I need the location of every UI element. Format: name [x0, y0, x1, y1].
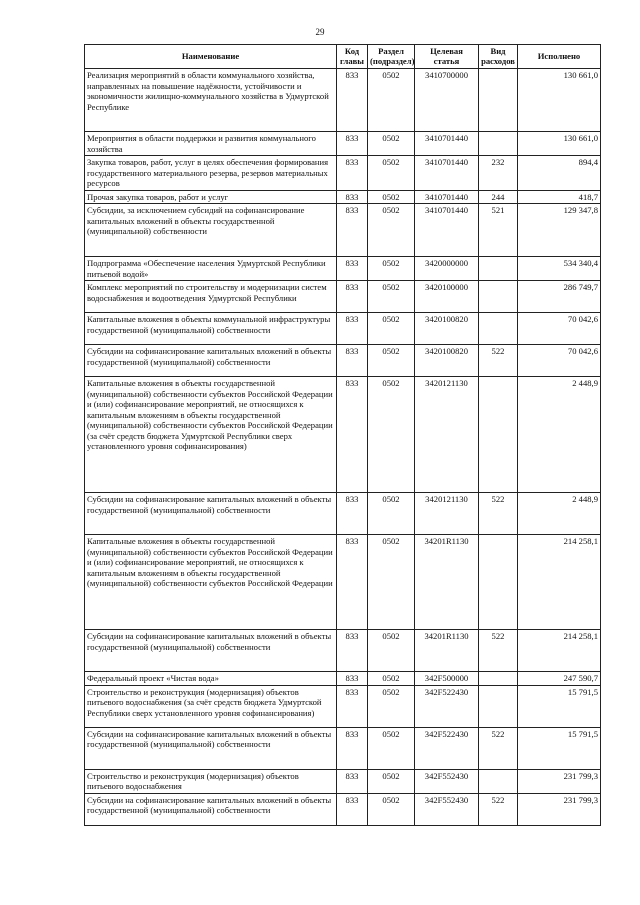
cell-executed: 130 661,0	[518, 69, 601, 132]
cell-target: 34201R1130	[415, 535, 479, 630]
budget-execution-table	[84, 44, 601, 826]
cell-kind	[479, 672, 518, 686]
table-row	[85, 190, 601, 204]
cell-name: Строительство и реконструкция (модернизация) объектов питьевого водоснабжения (за счёт средств бюджета Удмуртской Республики сверх установленного уровня софинансирования)	[85, 685, 337, 727]
cell-section: 0502	[368, 190, 415, 204]
cell-code: 833	[337, 769, 368, 793]
header-code: Код главы	[337, 45, 368, 69]
table-row	[85, 493, 601, 535]
cell-target: 3410701440	[415, 190, 479, 204]
cell-code: 833	[337, 630, 368, 672]
cell-code: 833	[337, 313, 368, 345]
cell-kind	[479, 281, 518, 313]
cell-name: Капитальные вложения в объекты государственной (муниципальной) собственности субъектов Российской Федерации и (или) софинансирование мероприятий, не относящихся к капитальным вложениям в объекты государственной (муниципальной) собственности субъектов Российской Федерации (за счёт средств бюджета Удмуртской Республики сверх установленного уровня софинансирования)	[85, 377, 337, 493]
cell-target: 3410701440	[415, 132, 479, 156]
cell-code: 833	[337, 204, 368, 257]
cell-name: Реализация мероприятий в области коммунального хозяйства, направленных на повышение надёжности, устойчивости и экономичности жилищно-коммунального хозяйства в Удмуртской Республике	[85, 69, 337, 132]
cell-executed: 70 042,6	[518, 345, 601, 377]
cell-section: 0502	[368, 630, 415, 672]
cell-target: 3410700000	[415, 69, 479, 132]
table-row	[85, 281, 601, 313]
cell-section: 0502	[368, 493, 415, 535]
header-target: Целевая статья	[415, 45, 479, 69]
table-row	[85, 204, 601, 257]
cell-name: Капитальные вложения в объекты государственной (муниципальной) собственности субъектов Российской Федерации и (или) софинансирование мероприятий, не относящихся к капитальным вложениям в объекты государственной (муниципальной) собственности субъектов Российской Федерации	[85, 535, 337, 630]
cell-name: Закупка товаров, работ, услуг в целях обеспечения формирования государственного материального резерва, резервов материальных ресурсов	[85, 156, 337, 191]
header-kind: Вид расходов	[479, 45, 518, 69]
cell-kind	[479, 377, 518, 493]
cell-section: 0502	[368, 685, 415, 727]
cell-target: 342F552430	[415, 793, 479, 825]
cell-section: 0502	[368, 769, 415, 793]
table-row	[85, 630, 601, 672]
cell-section: 0502	[368, 727, 415, 769]
cell-section: 0502	[368, 377, 415, 493]
cell-name: Строительство и реконструкция (модернизация) объектов питьевого водоснабжения	[85, 769, 337, 793]
cell-kind: 521	[479, 204, 518, 257]
cell-target: 3410701440	[415, 156, 479, 191]
table-row	[85, 69, 601, 132]
cell-section: 0502	[368, 313, 415, 345]
cell-target: 34201R1130	[415, 630, 479, 672]
cell-name: Прочая закупка товаров, работ и услуг	[85, 190, 337, 204]
cell-executed: 214 258,1	[518, 630, 601, 672]
cell-name: Федеральный проект «Чистая вода»	[85, 672, 337, 686]
cell-code: 833	[337, 793, 368, 825]
table-body	[85, 69, 601, 826]
cell-executed: 286 749,7	[518, 281, 601, 313]
cell-kind: 522	[479, 793, 518, 825]
table-row	[85, 672, 601, 686]
cell-kind	[479, 257, 518, 281]
cell-code: 833	[337, 156, 368, 191]
cell-section: 0502	[368, 156, 415, 191]
table-row	[85, 769, 601, 793]
cell-target: 342F522430	[415, 727, 479, 769]
table-row	[85, 313, 601, 345]
cell-code: 833	[337, 69, 368, 132]
cell-executed: 894,4	[518, 156, 601, 191]
cell-section: 0502	[368, 69, 415, 132]
table-row	[85, 132, 601, 156]
cell-code: 833	[337, 132, 368, 156]
page-number: 29	[315, 27, 325, 37]
table-row	[85, 156, 601, 191]
table-row	[85, 685, 601, 727]
cell-name: Подпрограмма «Обеспечение населения Удмуртской Республики питьевой водой»	[85, 257, 337, 281]
cell-target: 3420100820	[415, 345, 479, 377]
cell-code: 833	[337, 345, 368, 377]
cell-executed: 418,7	[518, 190, 601, 204]
table-header	[85, 45, 601, 69]
cell-section: 0502	[368, 672, 415, 686]
cell-target: 3420000000	[415, 257, 479, 281]
cell-target: 3420100820	[415, 313, 479, 345]
cell-code: 833	[337, 257, 368, 281]
cell-code: 833	[337, 377, 368, 493]
cell-executed: 214 258,1	[518, 535, 601, 630]
cell-executed: 231 799,3	[518, 793, 601, 825]
cell-name: Субсидии на софинансирование капитальных вложений в объекты государственной (муниципальной) собственности	[85, 493, 337, 535]
cell-name: Капитальные вложения в объекты коммунальной инфраструктуры государственной (муниципальной) собственности	[85, 313, 337, 345]
cell-name: Мероприятия в области поддержки и развития коммунального хозяйства	[85, 132, 337, 156]
cell-executed: 534 340,4	[518, 257, 601, 281]
table-row	[85, 345, 601, 377]
cell-code: 833	[337, 672, 368, 686]
cell-executed: 231 799,3	[518, 769, 601, 793]
header-section: Раздел (подраздел)	[368, 45, 415, 69]
cell-code: 833	[337, 727, 368, 769]
cell-kind: 522	[479, 345, 518, 377]
cell-executed: 129 347,8	[518, 204, 601, 257]
cell-kind	[479, 132, 518, 156]
cell-section: 0502	[368, 793, 415, 825]
cell-name: Субсидии на софинансирование капитальных вложений в объекты государственной (муниципальной) собственности	[85, 793, 337, 825]
cell-target: 342F500000	[415, 672, 479, 686]
cell-executed: 15 791,5	[518, 727, 601, 769]
cell-target: 3420121130	[415, 377, 479, 493]
cell-executed: 130 661,0	[518, 132, 601, 156]
cell-kind	[479, 769, 518, 793]
cell-section: 0502	[368, 281, 415, 313]
cell-kind: 244	[479, 190, 518, 204]
table-row	[85, 535, 601, 630]
cell-section: 0502	[368, 535, 415, 630]
cell-name: Субсидии, за исключением субсидий на софинансирование капитальных вложений в объекты государственной (муниципальной) собственности	[85, 204, 337, 257]
cell-executed: 2 448,9	[518, 377, 601, 493]
cell-kind: 522	[479, 630, 518, 672]
cell-code: 833	[337, 493, 368, 535]
cell-executed: 70 042,6	[518, 313, 601, 345]
cell-kind: 522	[479, 493, 518, 535]
table-row	[85, 793, 601, 825]
cell-section: 0502	[368, 204, 415, 257]
cell-target: 3410701440	[415, 204, 479, 257]
cell-kind	[479, 535, 518, 630]
cell-name: Субсидии на софинансирование капитальных вложений в объекты государственной (муниципальной) собственности	[85, 345, 337, 377]
cell-kind	[479, 685, 518, 727]
cell-kind	[479, 313, 518, 345]
cell-code: 833	[337, 190, 368, 204]
cell-code: 833	[337, 281, 368, 313]
cell-target: 3420121130	[415, 493, 479, 535]
cell-name: Комплекс мероприятий по строительству и модернизации систем водоснабжения и водоотведения Удмуртской Республики	[85, 281, 337, 313]
table-row	[85, 257, 601, 281]
cell-kind: 232	[479, 156, 518, 191]
cell-executed: 247 590,7	[518, 672, 601, 686]
cell-target: 3420100000	[415, 281, 479, 313]
cell-code: 833	[337, 535, 368, 630]
cell-code: 833	[337, 685, 368, 727]
cell-kind	[479, 69, 518, 132]
cell-section: 0502	[368, 257, 415, 281]
cell-target: 342F552430	[415, 769, 479, 793]
cell-target: 342F522430	[415, 685, 479, 727]
cell-section: 0502	[368, 132, 415, 156]
table-row	[85, 727, 601, 769]
header-name: Наименование	[85, 45, 337, 69]
cell-section: 0502	[368, 345, 415, 377]
cell-kind: 522	[479, 727, 518, 769]
table-row	[85, 377, 601, 493]
cell-name: Субсидии на софинансирование капитальных вложений в объекты государственной (муниципальной) собственности	[85, 630, 337, 672]
cell-name: Субсидии на софинансирование капитальных вложений в объекты государственной (муниципальной) собственности	[85, 727, 337, 769]
cell-executed: 2 448,9	[518, 493, 601, 535]
header-executed: Исполнено	[518, 45, 601, 69]
cell-executed: 15 791,5	[518, 685, 601, 727]
